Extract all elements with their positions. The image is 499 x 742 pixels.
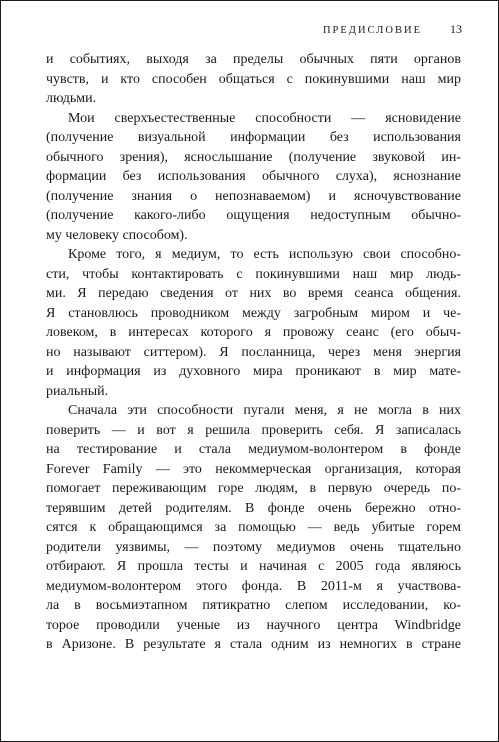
- text-line: на тестирование и стала медиумом-волонтером в фонде: [46, 442, 461, 457]
- text-line: му человеку способом).: [46, 227, 188, 243]
- paragraph: [46, 245, 461, 401]
- text-line: родители уязвимы, — поэтому медиумов очень тщательно: [46, 539, 461, 555]
- paragraph: [46, 401, 461, 655]
- text-line: отбирают. Я прошла тесты и начиная с 2005 года являюсь: [46, 559, 461, 574]
- text-line: Мои сверхъестественные способности — ясновидение: [68, 110, 461, 126]
- body-text: [46, 50, 461, 655]
- text-line: Сначала эти способности пугали меня, я не могла в них: [68, 403, 461, 418]
- text-line: ла в восьмиэтапном пятикратно слепом исследовании, ко-: [46, 598, 461, 613]
- text-line: ловеком, в интересах которого я провожу сеанс (его обыч-: [46, 325, 461, 340]
- text-line: торое проводили ученые из научного центра Windbridge: [46, 617, 461, 633]
- text-line: и информация из духовного мира проникают в мир мате-: [46, 364, 461, 379]
- running-head: [323, 22, 462, 37]
- text-line: сятся к обращающимся за помощью — ведь убитые горем: [46, 520, 461, 535]
- text-line: Я становлюсь проводником между загробным миром и че-: [46, 305, 461, 321]
- text-line: терявшим детей родителям. В фонде очень бережно отно-: [46, 500, 461, 516]
- text-line: Forever Family — это некоммерческая организация, которая: [46, 461, 461, 477]
- text-line: поверить — и вот я решила проверить себя. Я записалась: [46, 422, 461, 438]
- text-line: медиумом-волонтером этого фонда. В 2011-м я участвова-: [46, 578, 461, 594]
- text-line: (получение знания о непознаваемом) и ясночувствование: [46, 188, 461, 204]
- paragraph: [46, 50, 461, 109]
- text-line: риальный.: [46, 383, 109, 399]
- text-line: в Аризоне. В результате я стала одним из немногих в стране: [46, 637, 461, 652]
- text-line: помогает переживающим горе людям, в первую очередь по-: [46, 481, 461, 496]
- paragraph: [46, 109, 461, 246]
- text-line: (получение визуальной информации без использования: [46, 130, 461, 145]
- running-title: ПРЕДИСЛОВИЕ: [322, 25, 422, 36]
- text-line: сти, чтобы контактировать с покинувшими наш мир людь-: [46, 266, 461, 282]
- text-line: Кроме того, я медиум, то есть использую свои способно-: [68, 247, 461, 262]
- text-line: ми. Я передаю сведения от них во время сеанса общения.: [46, 286, 461, 301]
- text-line: и событиях, выходя за пределы обычных пяти органов: [46, 52, 461, 67]
- text-line: (получение какого-либо ощущения недоступным обычно-: [46, 208, 461, 223]
- text-line: формации без использования обычного слуха), яснознание: [46, 169, 461, 184]
- text-line: людьми.: [46, 91, 97, 106]
- text-line: но называют ситтером). Я посланница, через меня энергия: [46, 344, 461, 360]
- text-line: чувств, и кто способен общаться с покинувшими наш мир: [46, 71, 461, 87]
- text-line: обычного зрения), яснослышание (получение звуковой ин-: [46, 149, 461, 165]
- page-number: 13: [450, 22, 462, 36]
